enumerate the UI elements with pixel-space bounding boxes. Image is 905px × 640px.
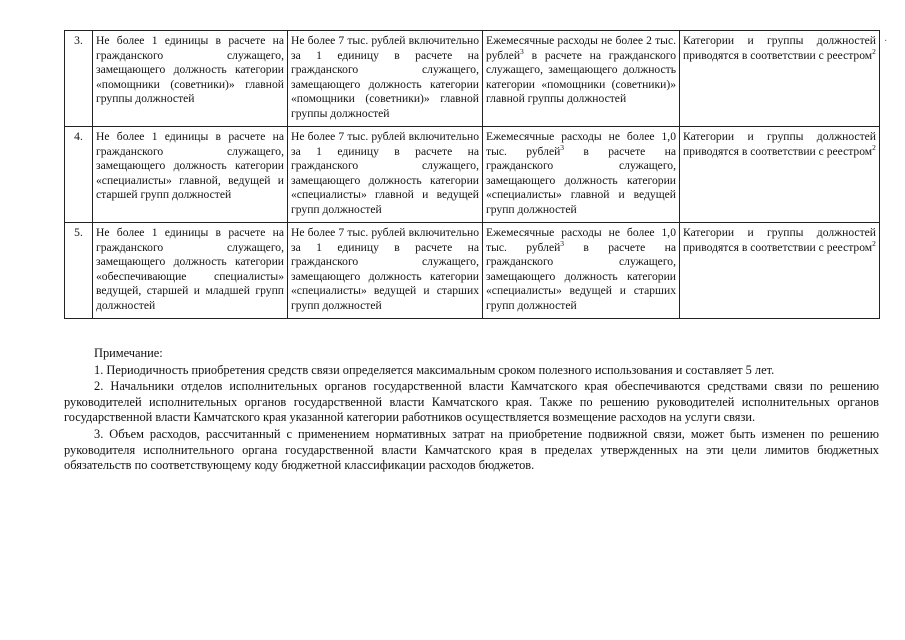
margin-mark: · (884, 36, 888, 47)
price-cell: Не более 7 тыс. рублей включительно за 1 единицу в расчете на гражданского служащего, замещающего должность категории «специалисты» главной и ведущей групп должностей (288, 127, 483, 223)
categories-cell (680, 223, 880, 319)
note-item-3: 3. Объем расходов, рассчитанный с применением нормативных затрат на приобретение подвижной связи, может быть изменен по решению руководителя исполнительного органа государственной власти Камчатского края в пределах утвержденных на эти цели лимитов бюджетных обязательств по соответствующему коду бюджетной классификации расходов бюджетов. (64, 426, 879, 473)
footnote-ref: 2 (872, 46, 876, 56)
price-cell: Не более 7 тыс. рублей включительно за 1 единицу в расчете на гражданского служащего, замещающего должность категории «специалисты» ведущей и старших групп должностей (288, 223, 483, 319)
expenses-cell (483, 31, 680, 127)
expenses-text-cont: в расчете на гражданского служащего, замещающего должность категории «специалисты» ведущей и старших групп должностей (486, 240, 676, 312)
footnote-ref: 3 (560, 142, 565, 152)
norms-table-container (64, 30, 879, 319)
categories-text: Категории и группы должностей приводятся в соответствии с реестром (683, 34, 876, 62)
quantity-cell: Не более 1 единицы в расчете на гражданского служащего, замещающего должность категории «специалисты» главной, ведущей и старшей групп должностей (93, 127, 288, 223)
expenses-text: Ежемесячные расходы не более 1,0 тыс. рублей (486, 130, 676, 158)
footnote-ref: 3 (560, 238, 565, 248)
row-number: 4. (65, 127, 93, 223)
expenses-text: Ежемесячные расходы не более 2 тыс. рублей (486, 34, 676, 62)
categories-text: Категории и группы должностей приводятся в соответствии с реестром (683, 226, 876, 254)
note-item-1: 1. Периодичность приобретения средств связи определяется максимальным сроком полезного использования и составляет 5 лет. (94, 362, 775, 377)
categories-cell (680, 127, 880, 223)
quantity-cell: Не более 1 единицы в расчете на гражданского служащего, замещающего должность категории «обеспечивающие специалисты» ведущей, старшей и младшей групп должностей (93, 223, 288, 319)
footnote-ref: 3 (520, 46, 524, 56)
table-row (65, 127, 880, 223)
notes-heading: Примечание: (94, 346, 163, 360)
expenses-text: Ежемесячные расходы не более 1,0 тыс. рублей (486, 226, 676, 254)
table-row (65, 31, 880, 127)
row-number: 3. (65, 31, 93, 127)
quantity-cell: Не более 1 единицы в расчете на гражданского служащего, замещающего должность категории «помощники (советники)» главной группы должностей (93, 31, 288, 127)
footnote-ref: 2 (872, 238, 876, 248)
note-item-2: 2. Начальники отделов исполнительных органов государственной власти Камчатского края обеспечиваются средствами связи по решению руководителей исполнительных органов государственной власти Камчатского края. Также по решению руководителей исполнительных органов государственной власти Камчатского края указанной категории работников осуществляется возмещение расходов на услуги связи. (64, 379, 879, 425)
categories-text: Категории и группы должностей приводятся в соответствии с реестром (683, 130, 876, 158)
price-cell: Не более 7 тыс. рублей включительно за 1 единицу в расчете на гражданского служащего, замещающего должность категории «помощники (советники)» главной группы должностей (288, 31, 483, 127)
categories-cell (680, 31, 880, 127)
norms-table (64, 30, 880, 319)
footnote-ref: 2 (872, 142, 876, 152)
expenses-text-cont: в расчете на гражданского служащего, замещающего должность категории «помощники (советники)» главной группы должностей (486, 48, 676, 106)
expenses-cell (483, 223, 680, 319)
expenses-cell (483, 127, 680, 223)
row-number: 5. (65, 223, 93, 319)
notes-section (64, 346, 879, 475)
expenses-text-cont: в расчете на гражданского служащего, замещающего должность категории «специалисты» главной и ведущей групп должностей (486, 144, 676, 216)
table-row (65, 223, 880, 319)
